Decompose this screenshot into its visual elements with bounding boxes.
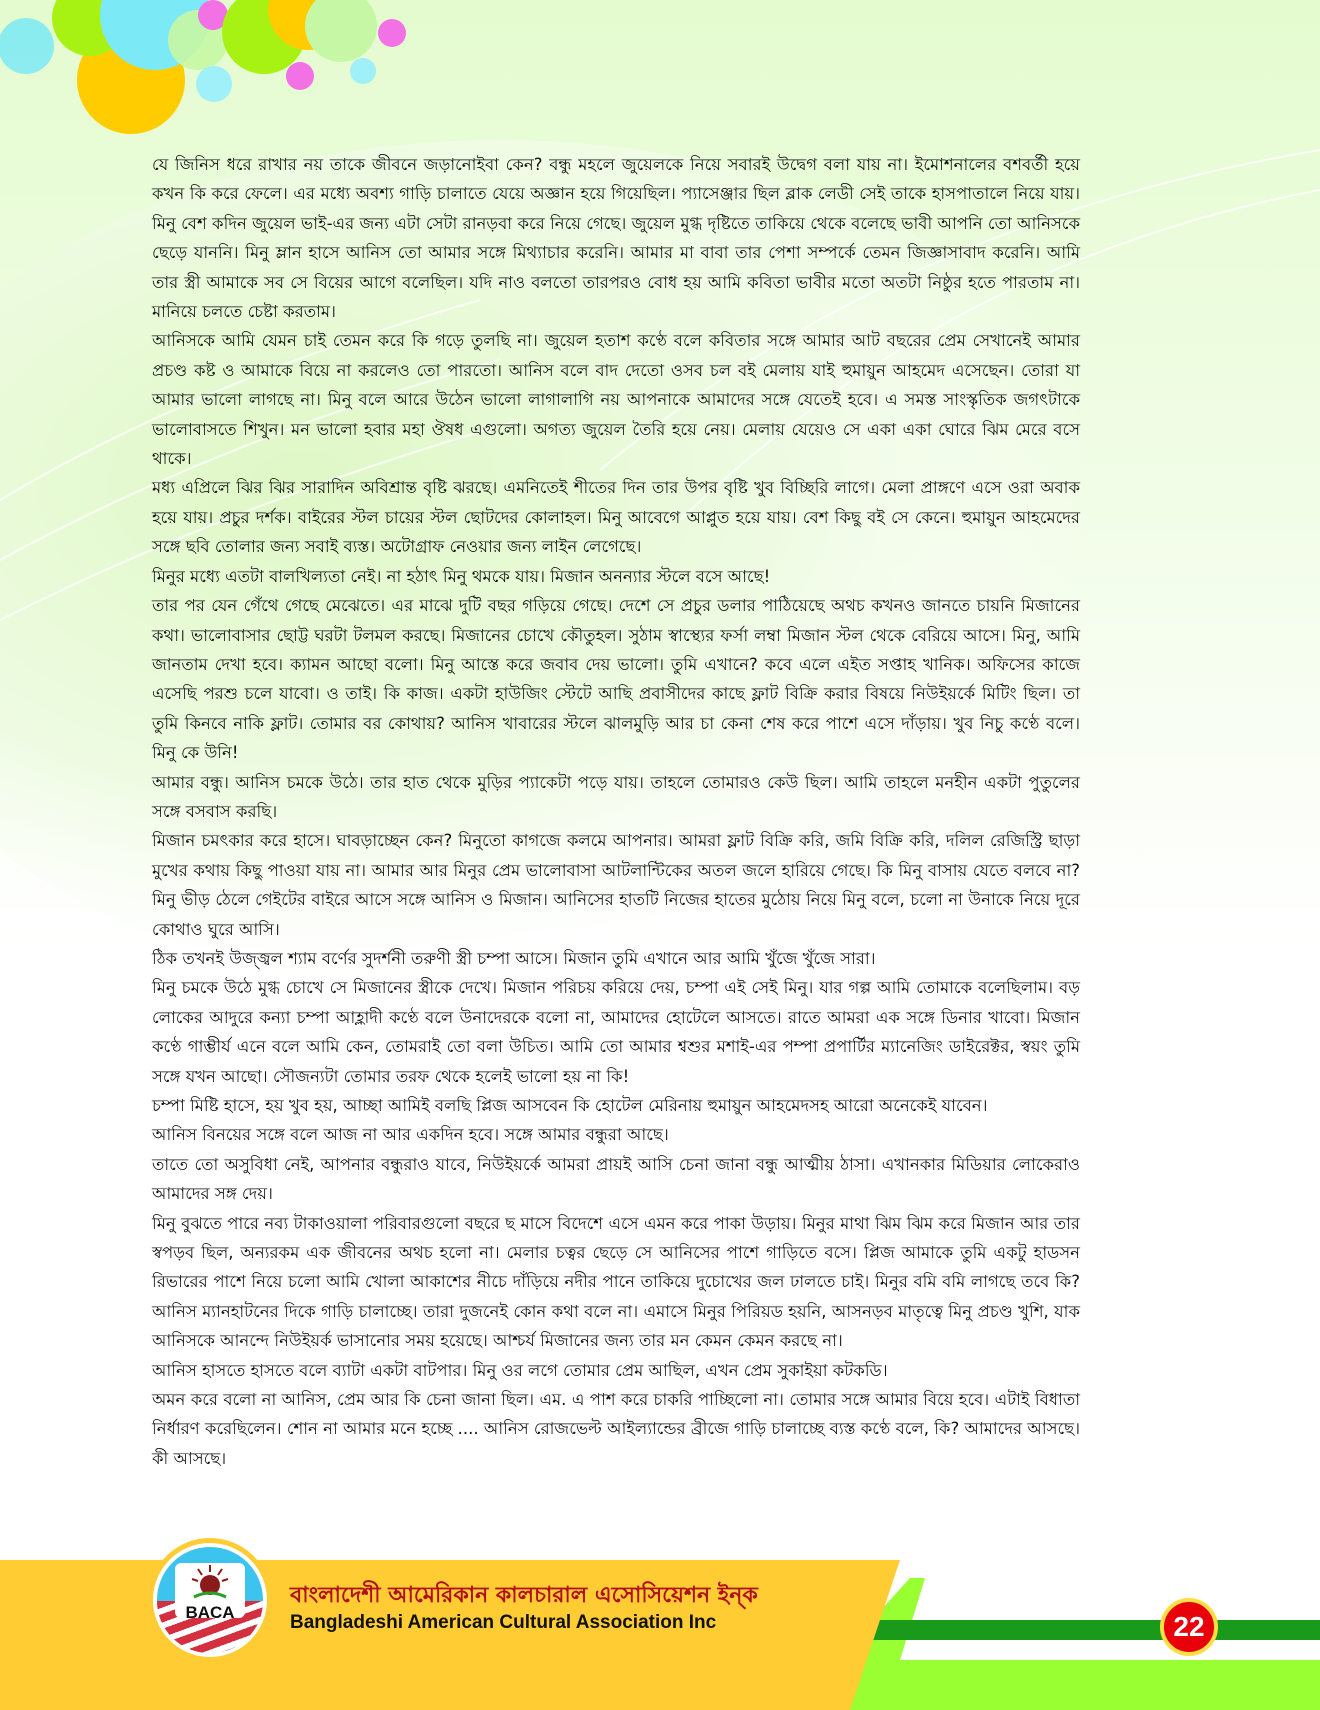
org-name-english: Bangladeshi American Cultural Association Inc bbox=[290, 1612, 717, 1633]
sun-people-icon bbox=[190, 1563, 230, 1599]
org-name-bengali: বাংলাদেশী আমেরিকান কালচারাল এসোসিয়েশন ইন্‌ক bbox=[290, 1583, 758, 1608]
paragraph: আমার বন্ধু। আনিস চমকে উঠে। তার হাত থেকে মুড়ির প্যাকেটা পড়ে যায়। তাহলে তোমারও কেউ ছিল। আমি তাহলে মনহীন একটা পুতুলের সঙ্গে বসবাস করছি। bbox=[152, 772, 1080, 821]
paragraph: চম্পা মিষ্টি হাসে, হয় খুব হয়, আচ্ছা আমিই বলছি প্লিজ আসবেন কি হোটেল মেরিনায় হুমায়ুন আহমেদসহ আরো অনেকেই যাবেন। bbox=[152, 1096, 988, 1115]
article-body bbox=[152, 150, 1080, 1473]
paragraph: তার পর যেন গেঁথে গেছে মেঝেতে। এর মাঝে দুটি বছর গড়িয়ে গেছে। দেশে সে প্রচুর ডলার পাঠিয়েছে অথচ কখনও জানতে চায়নি মিজানের কথা। ভালোবাসার ছোট্ট ঘরটা টলমল করছে। মিজানের চোখে কৌতুহল। সুঠাম স্বাস্থ্যের ফর্সা লম্বা মিজান স্টল থেকে বেরিয়ে আসে। মিনু, আমি জানতাম দেখা হবে। ক্যামন আছো বলো। মিনু আস্তে করে জবাব দেয় ভালো। তুমি এখানে? কবে এলে এইত সপ্তাহ খানিক। অফিসের কাজে এসেছি পরশু চলে যাবো। ও তাই। কি কাজ। একটা হাউজিং স্টেটে আছি প্রবাসীদের কাছে ফ্লাট বিক্রি করার বিষয়ে নিউইয়র্কে মিটিং ছিল। তা তুমি কিনবে নাকি ফ্লাট। তোমার বর কোথায়? আনিস খাবারের স্টলে ঝালমুড়ি আর চা কেনা শেষ করে পাশে এসে দাঁড়ায়। খুব নিচু কণ্ঠে বলে। মিনু কে উনি! bbox=[152, 596, 1080, 763]
decorative-circles bbox=[0, 0, 406, 134]
paragraph: ঠিক তখনই উজ্জ্বল শ্যাম বর্ণের সুদর্শনী তরুণী স্ত্রী চম্পা আসে। মিজান তুমি এখানে আর আমি খুঁজে খুঁজে সারা। bbox=[152, 948, 876, 968]
paragraph: মিজান চমৎকার করে হাসে। ঘাবড়াচ্ছেন কেন? মিনুতো কাগজে কলমে আপনার। আমরা ফ্লাট বিক্রি করি, জমি বিক্রি করি, দলিল রেজিস্ট্রি ছাড়া মুখের কথায় কিছু পাওয়া যায় না। আমার আর মিনুর প্রেম ভালোবাসা আটলান্টিকের অতল জলে হারিয়ে গেছে। কি মিনু বাসায় যেতে বলবে না? মিনু ভীড় ঠেলে গেইটের বাইরে আসে সঙ্গে আনিস ও মিজান। আনিসের হাতটি নিজের হাতের মুঠোয় নিয়ে মিনু বলে, চলো না উনাকে নিয়ে দূরে কোথাও ঘুরে আসি। bbox=[152, 831, 1080, 939]
page-number: 22 bbox=[1160, 1598, 1218, 1656]
paragraph: মিনু চমকে উঠে মুগ্ধ চোখে সে মিজানের স্ত্রীকে দেখে। মিজান পরিচয় করিয়ে দেয়, চম্পা এই সেই মিনু। যার গল্প আমি তোমাকে বলেছিলাম। বড় লোকের আদুরে কন্যা চম্পা আহ্লাদী কণ্ঠে বলে উনাদেরকে বলো না, আমাদের হোটেলে আসতে। রাতে আমরা এক সঙ্গে ডিনার খাবো। মিজান কণ্ঠে গাম্ভীর্য এনে বলে আমি কেন, তোমরাই তো বলা উচিত। আমি তো আমার শ্বশুর মশাই-এর পম্পা প্রপার্টির ম্যানেজিং ডাইরেক্টর, স্বয়ং তুমি সঙ্গে যখন আছো। সৌজন্যটা তোমার তরফ থেকে হলেই ভালো হয় না কি! bbox=[152, 978, 1081, 1086]
baca-logo: BACA bbox=[148, 1538, 272, 1662]
paragraph: আনিসকে আমি যেমন চাই তেমন করে কি গড়ে তুলছি না। জুয়েল হতাশ কণ্ঠে বলে কবিতার সঙ্গে আমার আট বছরের প্রেম সেখানেই আমার প্রচণ্ড কষ্ট ও আমাকে বিয়ে না করলেও তো পারতো। আনিস বলে বাদ দেতো ওসব চল বই মেলায় যাই হুমায়ুন আহমেদ এসেছেন। তোরা যা আমার ভালো লাগছে না। মিনু বলে আরে উঠেন ভালো লাগালাগি নয় আপনাকে আমাদের সঙ্গে যেতেই হবে। এ সমস্ত সাংস্কৃতিক জগৎটাকে ভালোবাসতে শিখুন। মন ভালো হবার মহা ঔষধ এগুলো। অগত্য জুয়েল তৈরি হয়ে নেয়। মেলায় যেয়েও সে একা একা ঘোরে ঝিম মেরে বসে থাকে। bbox=[152, 331, 1080, 469]
paragraph: অমন করে বলো না আনিস, প্রেম আর কি চেনা জানা ছিল। এম. এ পাশ করে চাকরি পাচ্ছিলো না। তোমার সঙ্গে আমার বিয়ে হবে। এটাই বিধাতা নির্ধারণ করেছিলেন। শোন না আমার মনে হচ্ছে .... আনিস রোজভেল্ট আইল্যান্ডের ব্রীজে গাড়ি চালাচ্ছে ব্যস্ত কণ্ঠে বলে, কি? আমাদের আসছে। কী আসছে। bbox=[152, 1390, 1080, 1468]
paragraph: আনিস বিনয়ের সঙ্গে বলে আজ না আর একদিন হবে। সঙ্গে আমার বন্ধুরা আছে। bbox=[152, 1125, 669, 1145]
paragraph: মধ্য এপ্রিলে ঝির ঝির সারাদিন অবিশ্রান্ত বৃষ্টি ঝরছে। এমনিতেই শীতের দিন তার উপর বৃষ্টি খুব বিচ্ছিরি লাগে। মেলা প্রাঙ্গণে এসে ওরা অবাক হয়ে যায়। প্রচুর দর্শক। বাইরের স্টল চায়ের স্টল ছোটদের কোলাহল। মিনু আবেগে আপ্লুত হয়ে যায়। বেশ কিছু বই সে কেনে। হুমায়ুন আহমেদের সঙ্গে ছবি তোলার জন্য সবাই ব্যস্ত। অটোগ্রাফ নেওয়ার জন্য লাইন লেগেছে। bbox=[152, 478, 1080, 557]
paragraph: যে জিনিস ধরে রাখার নয় তাকে জীবনে জড়ানোইবা কেন? বন্ধু মহলে জুয়েলকে নিয়ে সবারই উদ্বেগ বলা যায় না। ইমোশনালের বশবর্তী হয়ে কখন কি করে ফেলে। এর মধ্যে অবশ্য গাড়ি চালাতে যেয়ে অজ্ঞান হয়ে গিয়েছিল। প্যাসেঞ্জার ছিল ব্লাক লেডী সেই তাকে হাসপাতালে নিয়ে যায়। মিনু বেশ কদিন জুয়েল ভাই-এর জন্য এটা সেটা রানড়বা করে নিয়ে গেছে। জুয়েল মুগ্ধ দৃষ্টিতে তাকিয়ে থেকে বলেছে ভাবী আপনি তো আনিসকে ছেড়ে যাননি। মিনু ম্লান হাসে আনিস তো আমার সঙ্গে মিথ্যাচার করেনি। আমার মা বাবা তার পেশা সম্পর্কে তেমন জিজ্ঞাসাবাদ করেনি। আমি তার স্ত্রী আমাকে সব সে বিয়ের আগে বলেছিল। যদি নাও বলতো তারপরও বোধ হয় আমি কবিতা ভাবীর মতো অতটা নিষ্ঠুর হতে পারতাম না। মানিয়ে চলতে চেষ্টা করতাম। bbox=[152, 155, 1080, 322]
paragraph: তাতে তো অসুবিধা নেই, আপনার বন্ধুরাও যাবে, নিউইয়র্কে আমরা প্রায়ই আসি চেনা জানা বন্ধু আত্মীয় ঠাসা। এখানকার মিডিয়ার লোকেরাও আমাদের সঙ্গ দেয়। bbox=[152, 1154, 1080, 1204]
paragraph: আনিস হাসতে হাসতে বলে ব্যাটা একটা বাটপার। মিনু ওর লগে তোমার প্রেম আছিল, এখন প্রেম সুকাইয়া কটকডি। bbox=[152, 1360, 888, 1380]
paragraph: মিনুর মধ্যে এতটা বালখিল্যতা নেই। না হঠাৎ মিনু থমকে যায়। মিজান অনন্যার স্টলে বসে আছে! bbox=[152, 566, 771, 586]
paragraph: মিনু বুঝতে পারে নব্য টাকাওয়ালা পরিবারগুলো বছরে ছ মাসে বিদেশে এসে এমন করে পাকা উড়ায়। মিনুর মাথা ঝিম ঝিম করে মিজান আর তার স্বপড়ব ছিল, অন্যরকম এক জীবনের অথচ হলো না। মেলার চত্বর ছেড়ে সে আনিসের পাশে গাড়িতে বসে। প্লিজ আমাকে তুমি একটু হাডসন রিভারের পাশে নিয়ে চলো আমি খোলা আকাশের নীচে দাঁড়িয়ে নদীর পানে তাকিয়ে দুচোখের জল ঢালতে চাই। মিনুর বমি বমি লাগছে তবে কি? আনিস ম্যানহাটনের দিকে গাড়ি চালাচ্ছে। তারা দুজনেই কোন কথা বলে না। এমাসে মিনুর পিরিয়ড হয়নি, আসনড়ব মাতৃত্বে মিনু প্রচণ্ড খুশি, যাক আনিসকে আনন্দে নিউইয়র্ক ভাসানোর সময় হয়েছে। আশ্চর্য মিজানের জন্য তার মন কেমন কেমন করছে না। bbox=[152, 1213, 1080, 1351]
